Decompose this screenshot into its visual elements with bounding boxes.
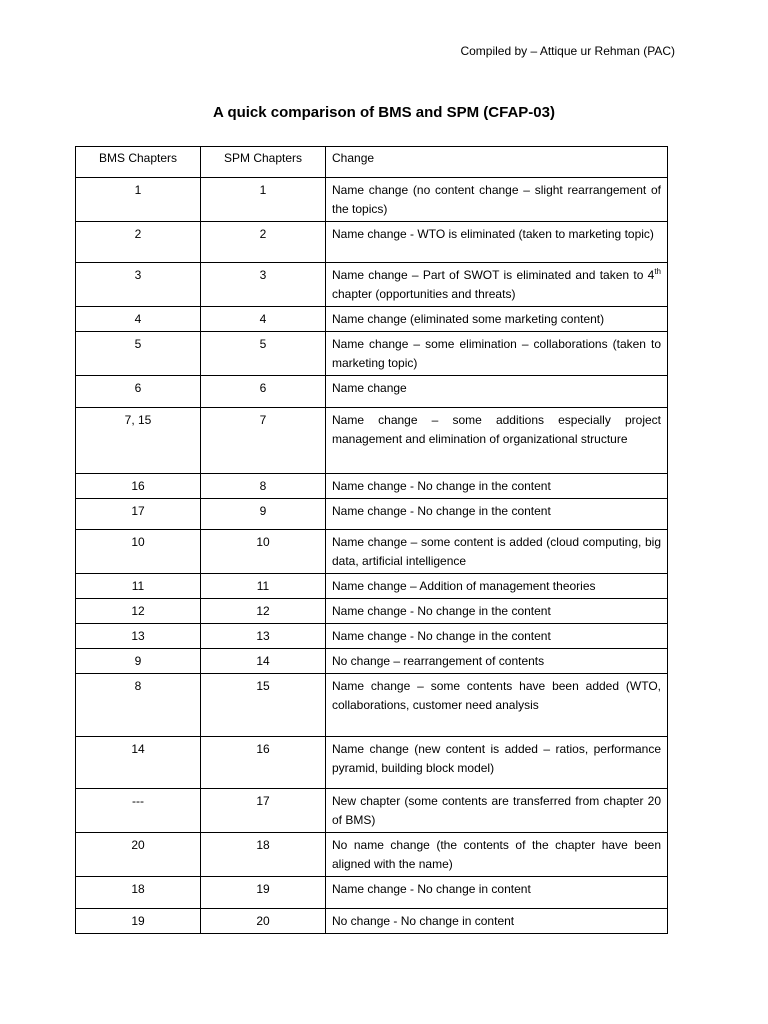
ordinal-suffix: th <box>654 267 661 276</box>
spm-chapter-cell: 1 <box>201 178 326 222</box>
table-row <box>76 624 668 649</box>
table-row <box>76 222 668 263</box>
change-cell: No name change (the contents of the chapter have been aligned with the name) <box>326 833 668 877</box>
change-cell: No change - No change in content <box>326 909 668 934</box>
bms-chapter-cell: 1 <box>76 178 201 222</box>
table-header-row <box>76 147 668 178</box>
compiled-by-note: Compiled by – Attique ur Rehman (PAC) <box>460 44 675 58</box>
spm-chapter-cell: 8 <box>201 474 326 499</box>
column-header-bms: BMS Chapters <box>76 147 201 178</box>
spm-chapter-cell: 5 <box>201 332 326 376</box>
table-row <box>76 474 668 499</box>
spm-chapter-cell: 2 <box>201 222 326 263</box>
bms-chapter-cell: 14 <box>76 737 201 789</box>
spm-chapter-cell: 15 <box>201 674 326 737</box>
table-row <box>76 877 668 909</box>
spm-chapter-cell: 11 <box>201 574 326 599</box>
bms-chapter-cell: 6 <box>76 376 201 408</box>
table-row <box>76 574 668 599</box>
change-cell: Name change – some content is added (cloud computing, big data, artificial intelligence <box>326 530 668 574</box>
change-cell: Name change – Addition of management theories <box>326 574 668 599</box>
bms-chapter-cell: --- <box>76 789 201 833</box>
table-row <box>76 376 668 408</box>
bms-chapter-cell: 11 <box>76 574 201 599</box>
table-row <box>76 499 668 530</box>
spm-chapter-cell: 16 <box>201 737 326 789</box>
table-row <box>76 649 668 674</box>
change-text-tail: chapter (opportunities and threats) <box>332 287 516 301</box>
spm-chapter-cell: 9 <box>201 499 326 530</box>
bms-chapter-cell: 3 <box>76 263 201 307</box>
bms-chapter-cell: 20 <box>76 833 201 877</box>
table-row <box>76 408 668 474</box>
spm-chapter-cell: 19 <box>201 877 326 909</box>
bms-chapter-cell: 4 <box>76 307 201 332</box>
spm-chapter-cell: 10 <box>201 530 326 574</box>
change-cell: Name change – some elimination – collaborations (taken to marketing topic) <box>326 332 668 376</box>
bms-chapter-cell: 12 <box>76 599 201 624</box>
change-text: Name change – Part of SWOT is eliminated and taken to 4 <box>332 268 655 282</box>
change-cell: Name change <box>326 376 668 408</box>
change-cell: Name change - No change in the content <box>326 599 668 624</box>
change-cell: Name change - No change in the content <box>326 624 668 649</box>
table-row <box>76 909 668 934</box>
table-row <box>76 263 668 307</box>
change-cell: Name change - No change in content <box>326 877 668 909</box>
change-cell: Name change - No change in the content <box>326 474 668 499</box>
spm-chapter-cell: 20 <box>201 909 326 934</box>
column-header-spm: SPM Chapters <box>201 147 326 178</box>
spm-chapter-cell: 13 <box>201 624 326 649</box>
bms-chapter-cell: 19 <box>76 909 201 934</box>
table-row <box>76 833 668 877</box>
bms-chapter-cell: 9 <box>76 649 201 674</box>
change-cell: Name change – some contents have been added (WTO, collaborations, customer need analysis <box>326 674 668 737</box>
bms-chapter-cell: 7, 15 <box>76 408 201 474</box>
spm-chapter-cell: 7 <box>201 408 326 474</box>
change-cell: Name change - No change in the content <box>326 499 668 530</box>
spm-chapter-cell: 14 <box>201 649 326 674</box>
bms-chapter-cell: 13 <box>76 624 201 649</box>
table-row <box>76 530 668 574</box>
bms-chapter-cell: 8 <box>76 674 201 737</box>
change-cell: Name change (eliminated some marketing content) <box>326 307 668 332</box>
bms-chapter-cell: 2 <box>76 222 201 263</box>
spm-chapter-cell: 17 <box>201 789 326 833</box>
spm-chapter-cell: 3 <box>201 263 326 307</box>
spm-chapter-cell: 6 <box>201 376 326 408</box>
change-cell: Name change (new content is added – ratios, performance pyramid, building block model) <box>326 737 668 789</box>
table-row <box>76 307 668 332</box>
spm-chapter-cell: 4 <box>201 307 326 332</box>
spm-chapter-cell: 18 <box>201 833 326 877</box>
comparison-table <box>75 146 668 934</box>
table-row <box>76 674 668 737</box>
table-row <box>76 599 668 624</box>
bms-chapter-cell: 16 <box>76 474 201 499</box>
table-row <box>76 789 668 833</box>
table-row <box>76 332 668 376</box>
spm-chapter-cell: 12 <box>201 599 326 624</box>
change-cell: Name change - WTO is eliminated (taken to marketing topic) <box>326 222 668 263</box>
bms-chapter-cell: 10 <box>76 530 201 574</box>
bms-chapter-cell: 5 <box>76 332 201 376</box>
table-row <box>76 178 668 222</box>
change-cell: No change – rearrangement of contents <box>326 649 668 674</box>
bms-chapter-cell: 18 <box>76 877 201 909</box>
change-cell <box>326 263 668 307</box>
change-cell: Name change (no content change – slight rearrangement of the topics) <box>326 178 668 222</box>
change-cell: Name change – some additions especially project management and elimination of organizational structure <box>326 408 668 474</box>
change-cell: New chapter (some contents are transferred from chapter 20 of BMS) <box>326 789 668 833</box>
document-title: A quick comparison of BMS and SPM (CFAP-03) <box>213 104 555 121</box>
column-header-change: Change <box>326 147 668 178</box>
table-row <box>76 737 668 789</box>
bms-chapter-cell: 17 <box>76 499 201 530</box>
